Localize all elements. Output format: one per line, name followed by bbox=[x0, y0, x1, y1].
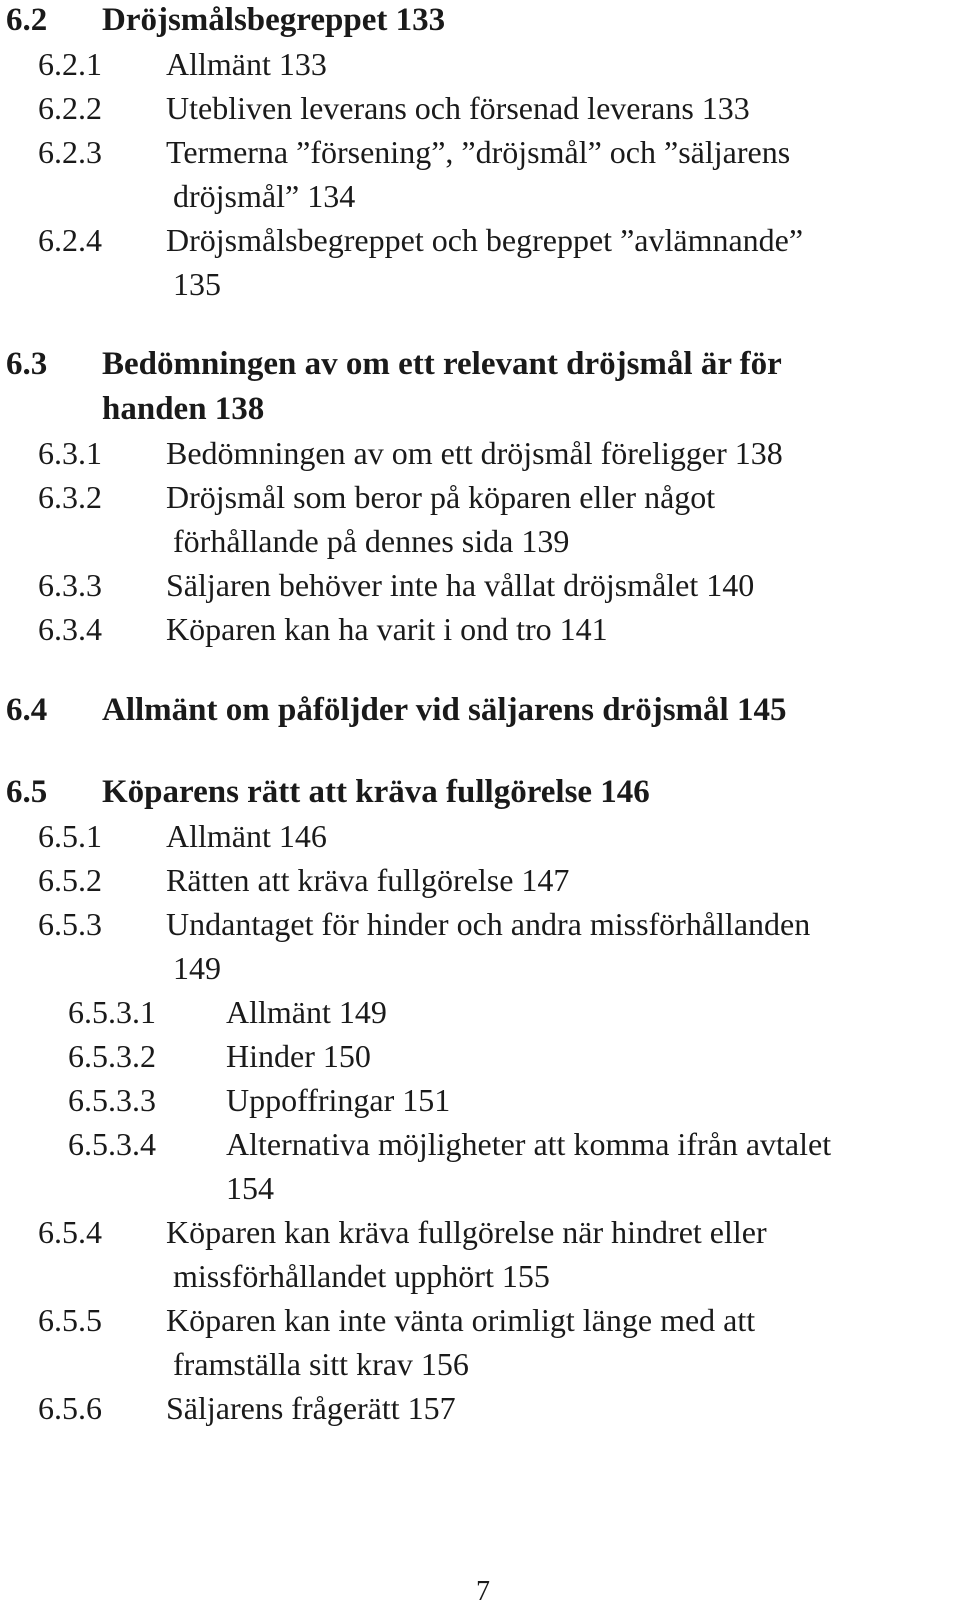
entry-title: Undantaget för hinder och andra missförhållanden bbox=[166, 906, 811, 942]
entry-title: Köparen kan kräva fullgörelse när hindret eller bbox=[166, 1214, 767, 1250]
entry-number: 6.5.3.4 bbox=[68, 1126, 156, 1162]
entry-title: Dröjsmål som beror på köparen eller något bbox=[166, 479, 716, 515]
section-title-continuation: handen 138 bbox=[102, 391, 265, 427]
entry-number: 6.3.2 bbox=[38, 479, 102, 515]
entry-title: Bedömningen av om ett dröjsmål föreligger 138 bbox=[166, 435, 783, 471]
entry-title-continuation: 135 bbox=[173, 266, 221, 302]
entry-number: 6.3.3 bbox=[38, 567, 102, 603]
entry-title-continuation: dröjsmål” 134 bbox=[173, 178, 356, 214]
entry-number: 6.5.3.2 bbox=[68, 1038, 156, 1074]
entry-title: Köparen kan inte vänta orimligt länge med att bbox=[166, 1302, 756, 1338]
section-title: Bedömningen av om ett relevant dröjsmål är för bbox=[102, 346, 782, 382]
entry-number: 6.5.6 bbox=[38, 1390, 102, 1426]
entry-title: Säljarens frågerätt 157 bbox=[166, 1390, 456, 1426]
entry-title: Dröjsmålsbegreppet och begreppet ”avlämnande” bbox=[166, 222, 804, 258]
entry-title: Allmänt 133 bbox=[166, 46, 327, 82]
entry-title-continuation: 154 bbox=[226, 1170, 274, 1206]
section-number: 6.2 bbox=[6, 2, 48, 38]
entry-title: Köparen kan ha varit i ond tro 141 bbox=[166, 611, 608, 647]
entry-title-continuation: förhållande på dennes sida 139 bbox=[173, 523, 570, 559]
entry-number: 6.2.2 bbox=[38, 90, 102, 126]
section-title: Allmänt om påföljder vid säljarens dröjsmål 145 bbox=[102, 692, 787, 728]
entry-title: Termerna ”försening”, ”dröjsmål” och ”säljarens bbox=[166, 134, 791, 170]
section-number: 6.4 bbox=[6, 692, 48, 728]
entry-title-continuation: missförhållandet upphört 155 bbox=[173, 1258, 550, 1294]
entry-number: 6.3.4 bbox=[38, 611, 102, 647]
section-number: 6.5 bbox=[6, 774, 48, 810]
entry-number: 6.2.3 bbox=[38, 134, 102, 170]
entry-title: Uppoffringar 151 bbox=[226, 1082, 451, 1118]
entry-number: 6.5.1 bbox=[38, 818, 102, 854]
entry-number: 6.5.3 bbox=[38, 906, 102, 942]
entry-number: 6.2.1 bbox=[38, 46, 102, 82]
entry-title: Allmänt 149 bbox=[226, 994, 387, 1030]
entry-number: 6.5.2 bbox=[38, 862, 102, 898]
entry-title: Hinder 150 bbox=[226, 1038, 371, 1074]
section-title: Köparens rätt att kräva fullgörelse 146 bbox=[102, 774, 650, 810]
entry-number: 6.3.1 bbox=[38, 435, 102, 471]
entry-title: Utebliven leverans och försenad leverans 133 bbox=[166, 90, 750, 126]
entry-number: 6.2.4 bbox=[38, 222, 102, 258]
entry-title: Säljaren behöver inte ha vållat dröjsmålet 140 bbox=[166, 567, 755, 603]
entry-title: Allmänt 146 bbox=[166, 818, 327, 854]
entry-number: 6.5.5 bbox=[38, 1302, 102, 1338]
entry-title: Alternativa möjligheter att komma ifrån avtalet bbox=[226, 1126, 832, 1162]
entry-number: 6.5.3.1 bbox=[68, 994, 156, 1030]
page-number: 7 bbox=[476, 1576, 490, 1607]
entry-number: 6.5.4 bbox=[38, 1214, 102, 1250]
entry-number: 6.5.3.3 bbox=[68, 1082, 156, 1118]
section-title: Dröjsmålsbegreppet 133 bbox=[102, 2, 446, 38]
entry-title-continuation: framställa sitt krav 156 bbox=[173, 1346, 469, 1382]
entry-title: Rätten att kräva fullgörelse 147 bbox=[166, 862, 570, 898]
entry-title-continuation: 149 bbox=[173, 950, 221, 986]
section-number: 6.3 bbox=[6, 346, 48, 382]
